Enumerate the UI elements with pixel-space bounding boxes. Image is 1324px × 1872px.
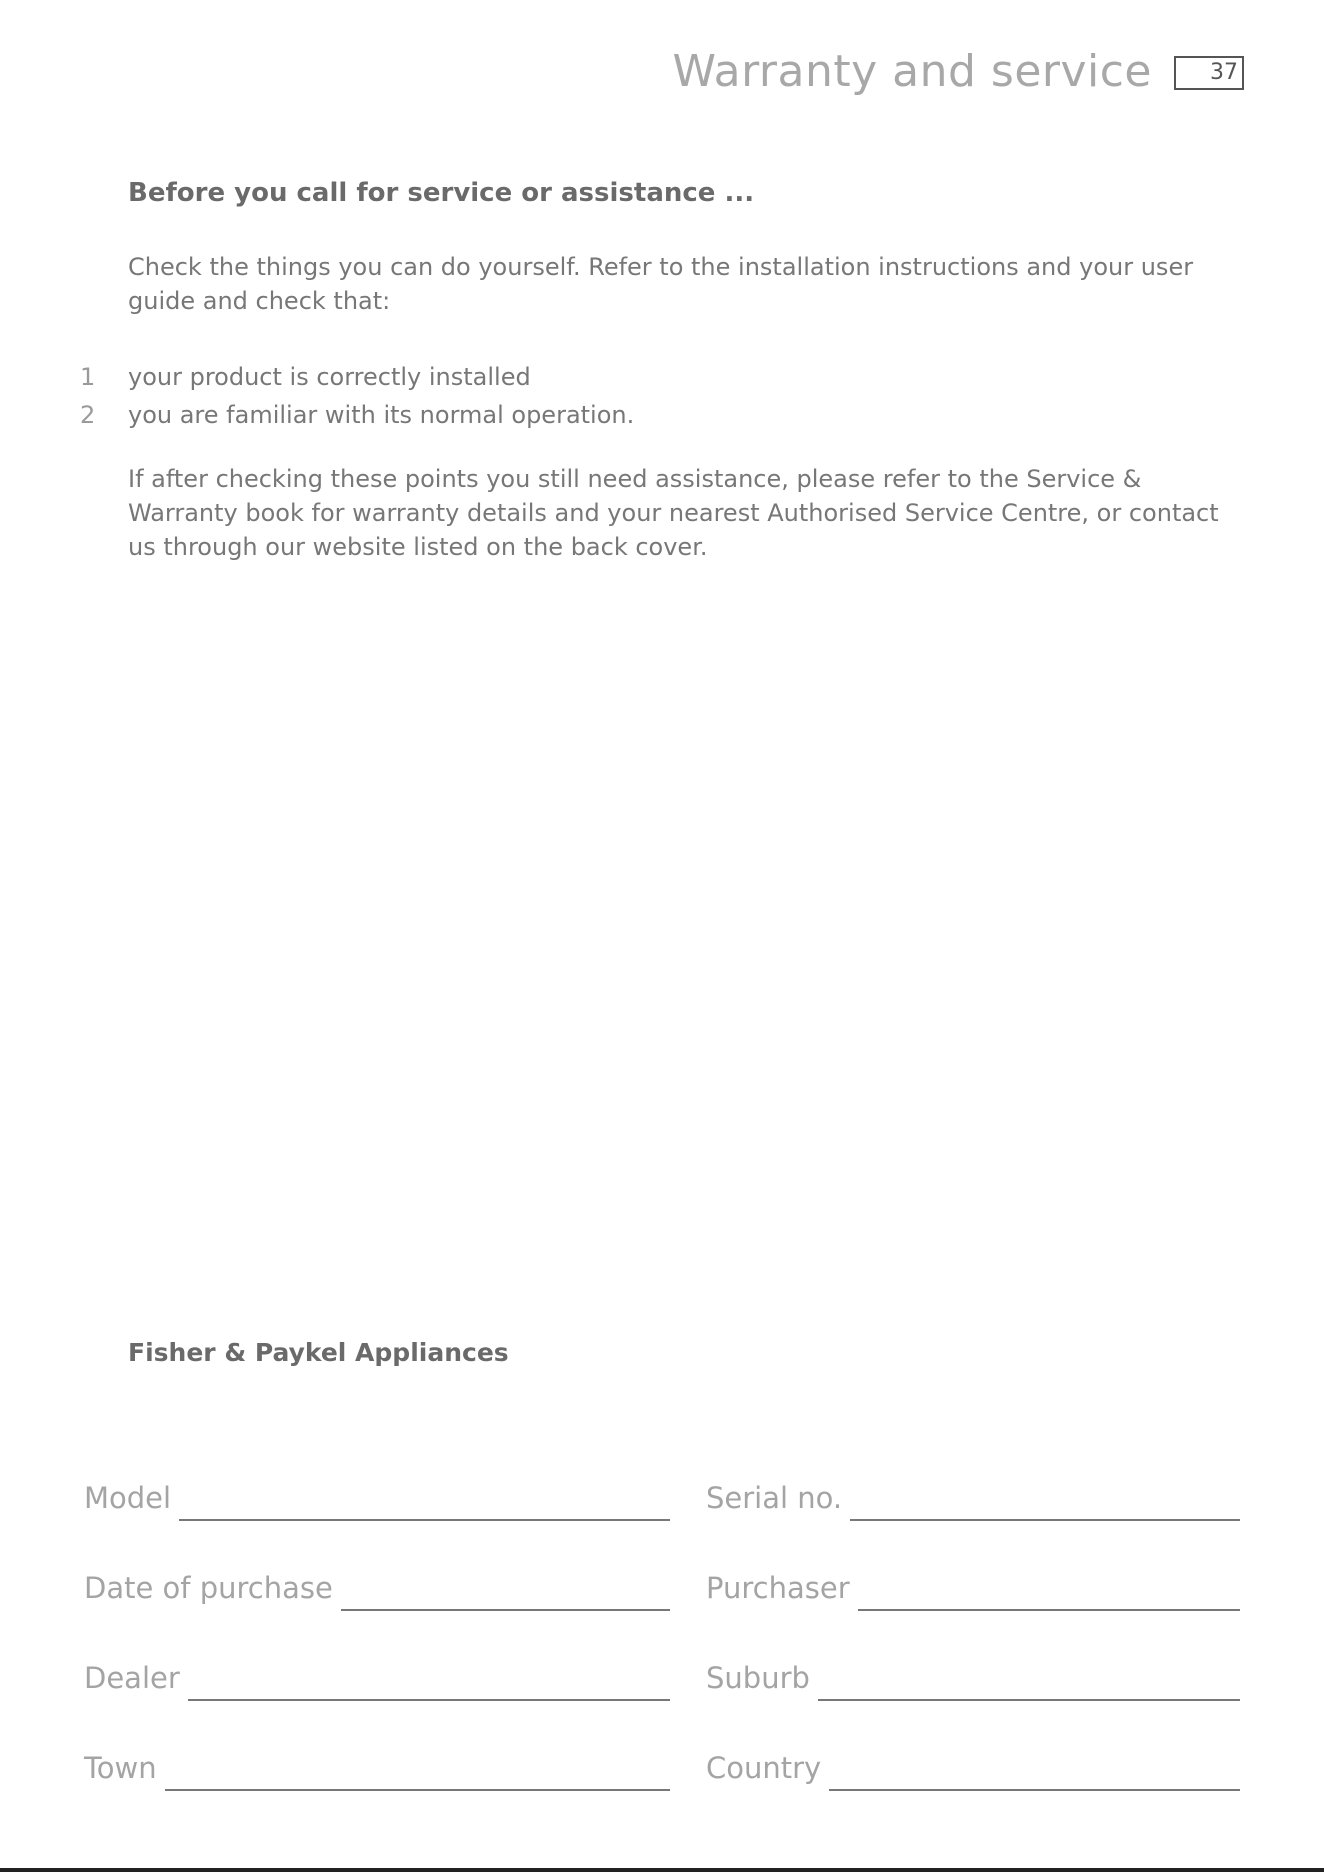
brand-name: Fisher & Paykel Appliances [128, 1338, 509, 1367]
section-heading: Before you call for service or assistance ... [128, 178, 755, 208]
date-label: Date of purchase [84, 1571, 333, 1605]
suburb-field[interactable] [706, 1661, 1240, 1695]
serial-line[interactable] [850, 1489, 1240, 1521]
form-row-model [84, 1481, 1240, 1515]
suburb-line[interactable] [818, 1669, 1240, 1701]
serial-field[interactable] [706, 1481, 1240, 1515]
purchaser-label: Purchaser [706, 1571, 850, 1605]
date-field[interactable] [84, 1571, 670, 1605]
model-line[interactable] [179, 1489, 670, 1521]
list-item [80, 358, 634, 396]
suburb-label: Suburb [706, 1661, 810, 1695]
serial-label: Serial no. [706, 1481, 843, 1515]
form-row-dealer [84, 1661, 1240, 1695]
town-field[interactable] [84, 1751, 670, 1785]
step-number: 1 [80, 363, 96, 391]
date-line[interactable] [341, 1579, 670, 1611]
dealer-field[interactable] [84, 1661, 670, 1695]
dealer-line[interactable] [188, 1669, 670, 1701]
step-text: your product is correctly installed [128, 363, 531, 391]
purchaser-line[interactable] [858, 1579, 1240, 1611]
dealer-label: Dealer [84, 1661, 180, 1695]
steps-list [80, 358, 634, 434]
step-number: 2 [80, 401, 96, 429]
town-line[interactable] [165, 1759, 670, 1791]
model-label: Model [84, 1481, 172, 1515]
country-field[interactable] [706, 1751, 1240, 1785]
page-header [672, 46, 1244, 97]
town-label: Town [84, 1751, 157, 1785]
form-row-town [84, 1751, 1240, 1785]
form-row-date [84, 1571, 1240, 1605]
model-field[interactable] [84, 1481, 670, 1515]
purchaser-field[interactable] [706, 1571, 1240, 1605]
country-label: Country [706, 1751, 822, 1785]
bottom-rule [0, 1868, 1324, 1872]
country-line[interactable] [829, 1759, 1240, 1791]
page-number: 37 [1174, 56, 1244, 90]
assistance-paragraph: If after checking these points you still need assistance, please refer to the Service & Warranty book for warranty details and your nearest Authorised Service Centre, or contact us through our website listed on the back cover. [128, 465, 1219, 561]
step-text: you are familiar with its normal operation. [128, 401, 635, 429]
intro-paragraph: Check the things you can do yourself. Refer to the installation instructions and your user guide and check that: [128, 253, 1194, 315]
list-item [80, 396, 634, 434]
page-title: Warranty and service [672, 46, 1152, 97]
